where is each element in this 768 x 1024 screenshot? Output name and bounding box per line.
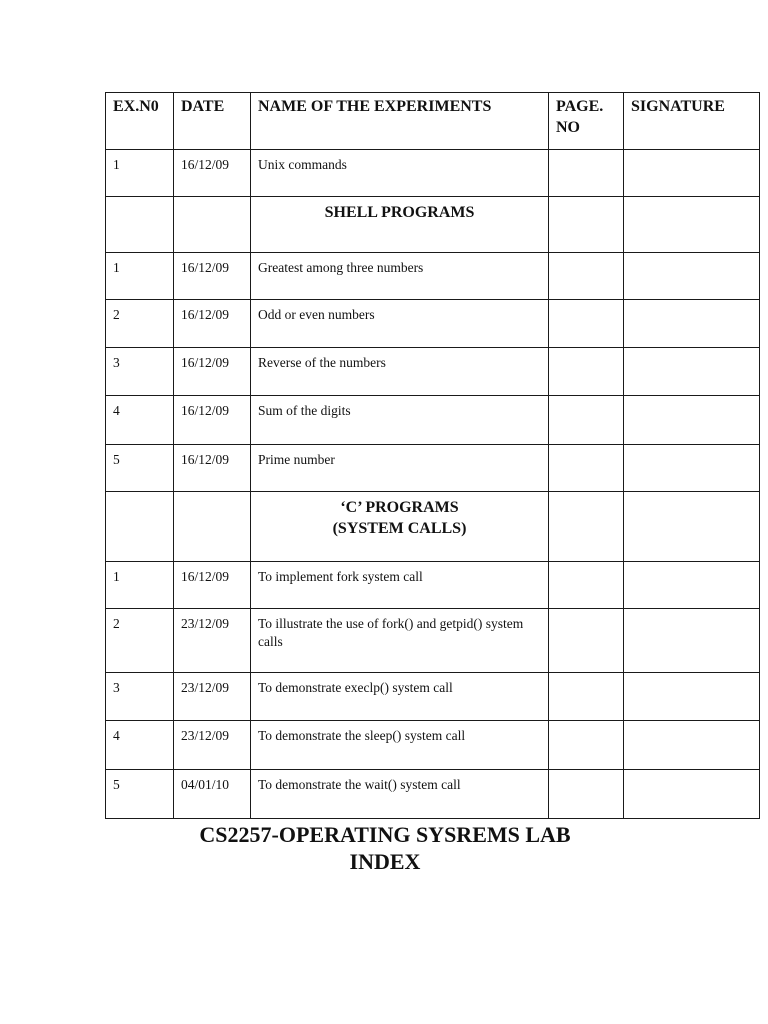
cell-name-text: To demonstrate the sleep() system call xyxy=(258,728,466,743)
cell-date xyxy=(174,770,251,819)
cell-signature xyxy=(624,445,760,492)
section-heading-line: SHELL PROGRAMS xyxy=(324,204,475,221)
cell-signature-text xyxy=(624,150,759,156)
cell-exno-text: 2 xyxy=(113,616,120,631)
cell-exno xyxy=(106,673,174,721)
cell-date-text: 16/12/09 xyxy=(181,355,230,370)
cell-page-text xyxy=(549,253,623,259)
cell-page-text xyxy=(549,348,623,354)
empty-cell xyxy=(549,492,624,562)
cell-exno-text: 1 xyxy=(113,157,120,172)
cell-exno-text: 3 xyxy=(113,680,120,695)
cell-date xyxy=(174,609,251,673)
cell-exno-text: 4 xyxy=(113,728,120,743)
table-row xyxy=(106,562,760,609)
cell-date xyxy=(174,673,251,721)
cell-exno-text: 1 xyxy=(113,260,120,275)
cell-signature xyxy=(624,300,760,348)
cell-page xyxy=(549,445,624,492)
header-signature: SIGNATURE xyxy=(624,93,760,150)
empty-cell xyxy=(106,197,174,253)
cell-exno xyxy=(106,348,174,396)
cell-name xyxy=(251,150,549,197)
cell-signature-text xyxy=(624,253,759,259)
experiment-index-table xyxy=(105,92,760,819)
cell-date xyxy=(174,150,251,197)
cell-date-text: 23/12/09 xyxy=(181,680,230,695)
cell-date-text: 23/12/09 xyxy=(181,616,230,631)
cell-signature-text xyxy=(624,300,759,306)
cell-page-text xyxy=(549,770,623,776)
cell-name xyxy=(251,348,549,396)
section-heading-line: (SYSTEM CALLS) xyxy=(332,520,467,537)
cell-page xyxy=(549,348,624,396)
cell-date xyxy=(174,445,251,492)
cell-name-text: Sum of the digits xyxy=(258,403,351,418)
cell-name-text: To implement fork system call xyxy=(258,569,423,584)
cell-page-text xyxy=(549,609,623,615)
cell-signature-text xyxy=(624,562,759,568)
cell-date xyxy=(174,396,251,445)
cell-signature-text xyxy=(624,396,759,402)
cell-signature xyxy=(624,348,760,396)
cell-signature-text xyxy=(624,721,759,727)
table-row xyxy=(106,673,760,721)
cell-page xyxy=(549,673,624,721)
cell-name-text: Odd or even numbers xyxy=(258,307,375,322)
table-header-row xyxy=(106,93,760,150)
cell-name-text: To demonstrate execlp() system call xyxy=(258,680,453,695)
header-exno: EX.N0 xyxy=(106,93,174,150)
cell-page xyxy=(549,253,624,300)
cell-name-text: Reverse of the numbers xyxy=(258,355,386,370)
section-heading-cell xyxy=(251,197,549,253)
cell-page xyxy=(549,721,624,770)
empty-cell xyxy=(174,492,251,562)
empty-cell xyxy=(624,492,760,562)
header-name: NAME OF THE EXPERIMENTS xyxy=(251,93,549,150)
cell-page xyxy=(549,300,624,348)
cell-page xyxy=(549,150,624,197)
cell-exno-text: 3 xyxy=(113,355,120,370)
cell-date-text: 16/12/09 xyxy=(181,569,230,584)
cell-page-text xyxy=(549,562,623,568)
cell-page xyxy=(549,770,624,819)
cell-date xyxy=(174,721,251,770)
table-row xyxy=(106,770,760,819)
cell-date-text: 16/12/09 xyxy=(181,157,230,172)
header-page-no: PAGE. NO xyxy=(549,93,624,150)
cell-signature-text xyxy=(624,673,759,679)
cell-page xyxy=(549,562,624,609)
cell-signature xyxy=(624,253,760,300)
cell-page-text xyxy=(549,445,623,451)
cell-name xyxy=(251,609,549,673)
cell-name-text: Greatest among three numbers xyxy=(258,260,424,275)
table-row xyxy=(106,150,760,197)
cell-page-text xyxy=(549,300,623,306)
cell-exno-text: 4 xyxy=(113,403,120,418)
cell-signature-text xyxy=(624,770,759,776)
cell-exno-text: 5 xyxy=(113,777,120,792)
cell-name xyxy=(251,673,549,721)
cell-signature-text xyxy=(624,609,759,615)
cell-date xyxy=(174,300,251,348)
section-row xyxy=(106,492,760,562)
cell-exno xyxy=(106,396,174,445)
cell-exno-text: 5 xyxy=(113,452,120,467)
table-row xyxy=(106,721,760,770)
table-row xyxy=(106,300,760,348)
empty-cell xyxy=(174,197,251,253)
cell-date-text: 23/12/09 xyxy=(181,728,230,743)
cell-name-text: Prime number xyxy=(258,452,335,467)
section-heading-line: ‘C’ PROGRAMS xyxy=(340,499,459,516)
cell-name xyxy=(251,396,549,445)
cell-signature xyxy=(624,562,760,609)
section-heading-cell xyxy=(251,492,549,562)
cell-date xyxy=(174,562,251,609)
cell-exno xyxy=(106,770,174,819)
cell-date-text: 16/12/09 xyxy=(181,403,230,418)
cell-page-text xyxy=(549,673,623,679)
cell-signature xyxy=(624,150,760,197)
cell-page-text xyxy=(549,721,623,727)
cell-page xyxy=(549,609,624,673)
cell-signature-text xyxy=(624,348,759,354)
cell-name xyxy=(251,562,549,609)
cell-name xyxy=(251,721,549,770)
cell-name xyxy=(251,300,549,348)
section-row xyxy=(106,197,760,253)
cell-name xyxy=(251,253,549,300)
table-body xyxy=(106,150,760,819)
cell-name-text: Unix commands xyxy=(258,157,347,172)
cell-page-text xyxy=(549,150,623,156)
empty-cell xyxy=(106,492,174,562)
header-date: DATE xyxy=(174,93,251,150)
cell-exno xyxy=(106,562,174,609)
table-row xyxy=(106,253,760,300)
cell-exno-text: 1 xyxy=(113,569,120,584)
document-subtitle: INDEX xyxy=(349,849,421,874)
table-row xyxy=(106,396,760,445)
empty-cell xyxy=(624,197,760,253)
cell-signature xyxy=(624,609,760,673)
cell-exno-text: 2 xyxy=(113,307,120,322)
cell-date xyxy=(174,253,251,300)
document-title: CS2257-OPERATING SYSREMS LAB xyxy=(199,822,571,847)
table-row xyxy=(106,445,760,492)
empty-cell xyxy=(549,197,624,253)
cell-exno xyxy=(106,609,174,673)
cell-name-text: To demonstrate the wait() system call xyxy=(258,777,461,792)
cell-name-text: To illustrate the use of fork() and getpid() system calls xyxy=(258,616,524,649)
cell-date-text: 16/12/09 xyxy=(181,307,230,322)
cell-date-text: 04/01/10 xyxy=(181,777,230,792)
cell-date-text: 16/12/09 xyxy=(181,452,230,467)
cell-date xyxy=(174,348,251,396)
table-row xyxy=(106,348,760,396)
cell-signature xyxy=(624,721,760,770)
cell-signature xyxy=(624,770,760,819)
cell-exno xyxy=(106,300,174,348)
cell-exno xyxy=(106,150,174,197)
cell-name xyxy=(251,770,549,819)
table-row xyxy=(106,609,760,673)
cell-page-text xyxy=(549,396,623,402)
cell-signature-text xyxy=(624,445,759,451)
cell-page xyxy=(549,396,624,445)
cell-exno xyxy=(106,253,174,300)
cell-signature xyxy=(624,396,760,445)
cell-name xyxy=(251,445,549,492)
cell-exno xyxy=(106,445,174,492)
cell-exno xyxy=(106,721,174,770)
cell-date-text: 16/12/09 xyxy=(181,260,230,275)
cell-signature xyxy=(624,673,760,721)
